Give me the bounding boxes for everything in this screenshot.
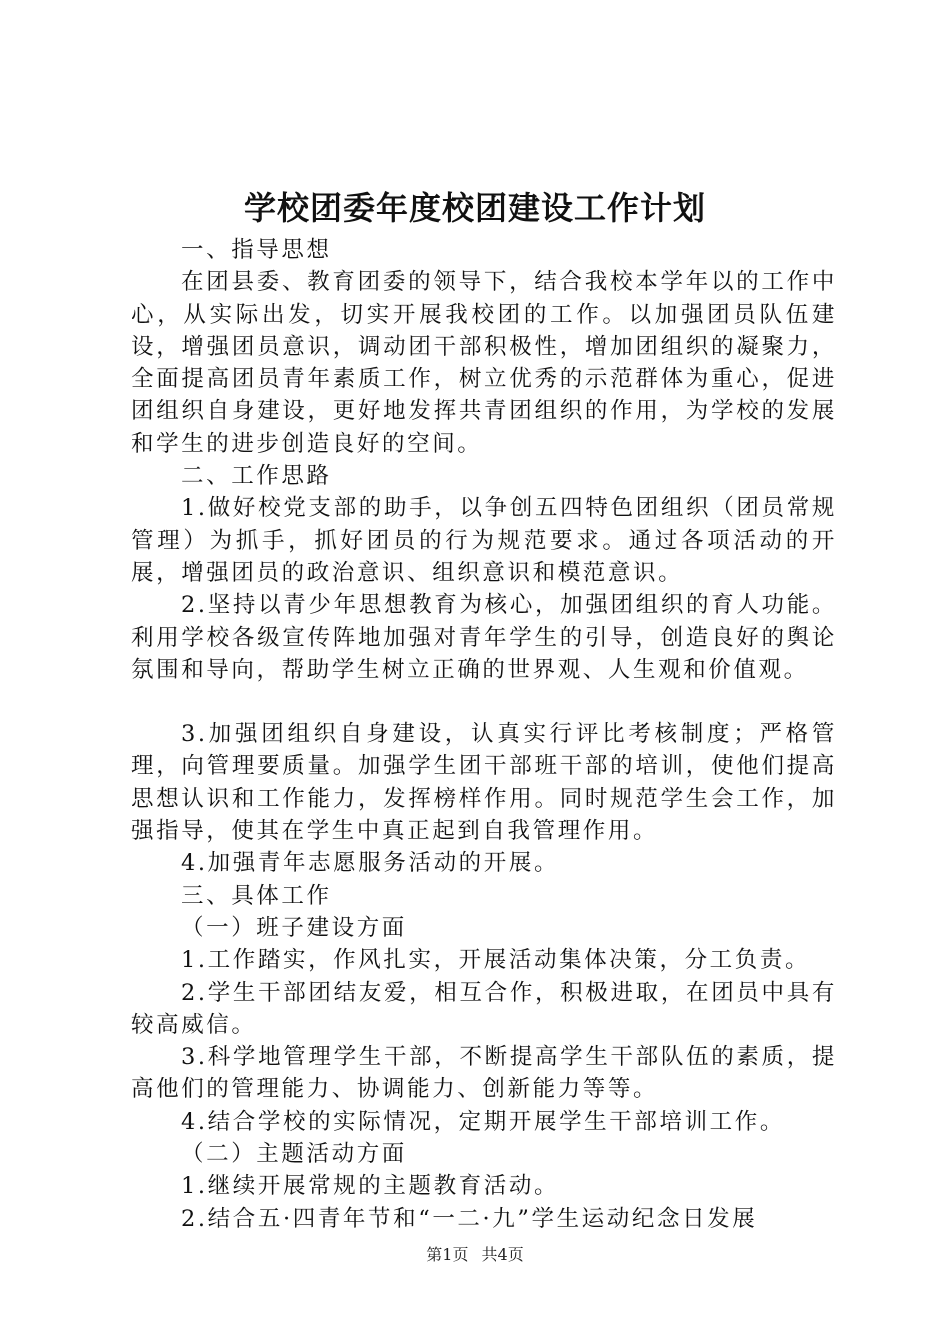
document-title: 学校团委年度校团建设工作计划 bbox=[243, 189, 706, 227]
paragraph-idea-1: 1.做好校党支部的助手，以争创五四特色团组织（团员常规管理）为抓手，抓好团员的行为规范要求。通过各项活动的开展，增强团员的政治意识、组织意识和模范意识。 bbox=[131, 495, 837, 586]
list-item: 1.继续开展常规的主题教育活动。 bbox=[181, 1173, 560, 1200]
section-heading-3: 三、具体工作 bbox=[181, 882, 332, 909]
list-item: 2.学生干部团结友爱，相互合作，积极进取，在团员中具有较高威信。 bbox=[131, 979, 837, 1038]
document-body bbox=[131, 234, 837, 1235]
section-heading-1: 一、指导思想 bbox=[181, 237, 332, 263]
paragraph-guiding-thought: 在团县委、教育团委的领导下，结合我校本学年以的工作中心，从实际出发，切实开展我校团的工作。以加强团员队伍建设，增强团员意识，调动团干部积极性，增加团组织的凝聚力，全面提高团员青年素质工作，树立优秀的示范群体为重心，促进团组织自身建设，更好地发挥共青团组织的作用，为学校的发展和学生的进步创造良好的空间。 bbox=[131, 269, 837, 457]
section-heading-2: 二、工作思路 bbox=[181, 463, 332, 490]
paragraph-idea-4: 4.加强青年志愿服务活动的开展。 bbox=[181, 850, 560, 877]
list-item: 1.工作踏实，作风扎实，开展活动集体决策，分工负责。 bbox=[181, 947, 811, 974]
paragraph-idea-2: 2.坚持以青少年思想教育为核心，加强团组织的育人功能。利用学校各级宣传阵地加强对青年学生的引导，创造良好的舆论氛围和导向，帮助学生树立正确的世界观、人生观和价值观。 bbox=[131, 592, 837, 683]
page-total: 共4页 bbox=[481, 1245, 524, 1264]
list-item: 2.结合五·四青年节和“一二·九”学生运动纪念日发展 bbox=[181, 1205, 758, 1232]
paragraph-idea-3: 3.加强团组织自身建设，认真实行评比考核制度；严格管理，向管理要质量。加强学生团干部班干部的培训，使他们提高思想认识和工作能力，发挥榜样作用。同时规范学生会工作，加强指导，使其在学生中真正起到自我管理作用。 bbox=[131, 721, 837, 845]
list-item: 4.结合学校的实际情况，定期开展学生干部培训工作。 bbox=[181, 1108, 785, 1135]
subsection-heading-2: （二）主题活动方面 bbox=[181, 1141, 407, 1168]
paragraph-spacer bbox=[131, 686, 837, 718]
page-number: 第1页 bbox=[426, 1245, 469, 1264]
page-footer bbox=[0, 1243, 950, 1267]
subsection-heading-1: （一）班子建设方面 bbox=[181, 914, 407, 941]
list-item: 3.科学地管理学生干部，不断提高学生干部队伍的素质，提高他们的管理能力、协调能力、创新能力等等。 bbox=[131, 1044, 837, 1103]
